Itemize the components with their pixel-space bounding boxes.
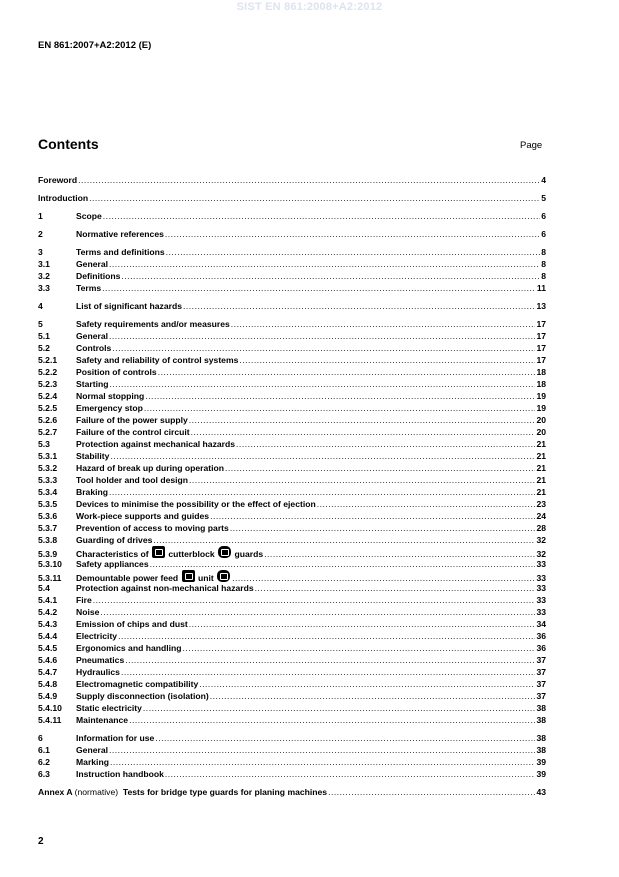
toc-number: 5.3.9 [38, 549, 58, 559]
toc-entry-5-3-11[interactable] [38, 570, 546, 582]
toc-number: 5.2.6 [38, 415, 58, 425]
toc-page: 21 [536, 475, 546, 485]
amendment-start-icon [182, 570, 195, 582]
toc-entry-annex-a[interactable] [38, 786, 546, 798]
toc-page: 11 [536, 283, 546, 293]
toc-number: 5.4.6 [38, 655, 58, 665]
toc-number: 5.4.9 [38, 691, 58, 701]
toc-entry-5-4-4[interactable] [38, 630, 546, 642]
toc-page: 4 [541, 175, 546, 185]
toc-page: 39 [536, 757, 546, 767]
toc-number: 1 [38, 211, 43, 221]
toc-page: 23 [536, 499, 546, 509]
toc-entry-5-4-3[interactable] [38, 618, 546, 630]
toc-title: Position of controls [76, 367, 157, 377]
toc-number: 5.3.4 [38, 487, 58, 497]
toc-entry-5-2-1[interactable] [38, 354, 546, 366]
toc-page: 36 [536, 643, 546, 653]
toc-entry-5-3-8[interactable] [38, 534, 546, 546]
toc-title: Introduction [38, 193, 89, 203]
toc-title: Normative references [76, 229, 164, 239]
toc-page: 8 [541, 259, 546, 269]
toc-page: 18 [536, 379, 546, 389]
toc-entry-2[interactable] [38, 228, 546, 240]
toc-number: 5.2.5 [38, 403, 58, 413]
toc-page: 43 [536, 787, 546, 797]
toc-title: Terms [76, 283, 102, 293]
toc-entry-5-2-6[interactable] [38, 414, 546, 426]
toc-title: Information for use [76, 733, 155, 743]
toc-number: 5.3.8 [38, 535, 58, 545]
toc-title: Scope [76, 211, 102, 221]
toc-page: 37 [536, 667, 546, 677]
table-of-contents [38, 174, 546, 798]
toc-entry-6[interactable] [38, 732, 546, 744]
toc-title: Hydraulics [76, 667, 120, 677]
toc-title: Emergency stop [76, 403, 143, 413]
toc-entry-5-2-7[interactable] [38, 426, 546, 438]
toc-entry-5-4-6[interactable] [38, 654, 546, 666]
toc-page: 8 [541, 271, 546, 281]
toc-title: Work-piece supports and guides [76, 511, 210, 521]
toc-title: Tool holder and tool design [76, 475, 189, 485]
toc-entry-5-3-1[interactable] [38, 450, 546, 462]
amendment-end-icon [218, 546, 231, 558]
toc-number: 5.4.5 [38, 643, 58, 653]
toc-number: 5.4.2 [38, 607, 58, 617]
toc-entry-5-3-4[interactable] [38, 486, 546, 498]
toc-number: 5.3 [38, 439, 50, 449]
toc-title: Static electricity [76, 703, 142, 713]
toc-title: Maintenance [76, 715, 129, 725]
toc-page: 33 [536, 607, 546, 617]
toc-title: Foreword [38, 175, 78, 185]
toc-entry-4[interactable] [38, 300, 546, 312]
toc-entry-5-3-9[interactable] [38, 546, 546, 558]
toc-page: 5 [541, 193, 546, 203]
toc-title: Safety appliances [76, 559, 149, 569]
toc-number: 5.2.1 [38, 355, 58, 365]
toc-number: 2 [38, 229, 43, 239]
toc-number: 5.4.4 [38, 631, 58, 641]
toc-number: 5.3.2 [38, 463, 58, 473]
toc-number: 5.3.1 [38, 451, 58, 461]
toc-page: 19 [536, 403, 546, 413]
toc-number: 5.2.7 [38, 427, 58, 437]
toc-entry-3-2[interactable] [38, 270, 546, 282]
toc-entry-5-2-2[interactable] [38, 366, 546, 378]
toc-number: 5.4.3 [38, 619, 58, 629]
toc-number: 6.2 [38, 757, 50, 767]
toc-number: 5.4.10 [38, 703, 62, 713]
toc-number: 5.4 [38, 583, 50, 593]
toc-page: 21 [536, 451, 546, 461]
toc-number: 5.2.4 [38, 391, 58, 401]
toc-page: 33 [536, 573, 546, 583]
toc-entry-3-3[interactable] [38, 282, 546, 294]
toc-page: 8 [541, 247, 546, 257]
toc-number: 3.1 [38, 259, 50, 269]
toc-number: 5.4.8 [38, 679, 58, 689]
toc-entry-5-2-3[interactable] [38, 378, 546, 390]
toc-title: Definitions [76, 271, 121, 281]
toc-page: 38 [536, 715, 546, 725]
toc-entry-introduction[interactable] [38, 192, 546, 204]
toc-number: 5.2.3 [38, 379, 58, 389]
toc-entry-5-4-8[interactable] [38, 678, 546, 690]
toc-page: 38 [536, 703, 546, 713]
toc-number: 5.4.7 [38, 667, 58, 677]
toc-number: 3.2 [38, 271, 50, 281]
toc-page: 21 [536, 463, 546, 473]
toc-page: 32 [536, 535, 546, 545]
toc-number: 6 [38, 733, 43, 743]
toc-number: 5.4.11 [38, 715, 62, 725]
toc-title: Demountable power feed unit [76, 570, 231, 584]
toc-page: 18 [536, 367, 546, 377]
toc-title: Noise [76, 607, 100, 617]
toc-entry-5-1[interactable] [38, 330, 546, 342]
toc-entry-5-4-7[interactable] [38, 666, 546, 678]
toc-entry-5-3[interactable] [38, 438, 546, 450]
toc-page: 37 [536, 691, 546, 701]
toc-entry-3[interactable] [38, 246, 546, 258]
amendment-end-icon [217, 570, 230, 582]
toc-entry-5-4-1[interactable] [38, 594, 546, 606]
toc-title: Pneumatics [76, 655, 125, 665]
toc-page: 17 [536, 343, 546, 353]
toc-page: 33 [536, 583, 546, 593]
document-id-header: EN 861:2007+A2:2012 (E) [38, 40, 152, 51]
toc-title: Electricity [76, 631, 118, 641]
toc-title: Ergonomics and handling [76, 643, 182, 653]
toc-entry-6-3[interactable] [38, 768, 546, 780]
toc-entry-5[interactable] [38, 318, 546, 330]
toc-page: 38 [536, 733, 546, 743]
toc-number: 5.2.2 [38, 367, 58, 377]
toc-title: General [76, 259, 109, 269]
toc-page: 37 [536, 655, 546, 665]
toc-number: 5.1 [38, 331, 50, 341]
toc-entry-5-3-3[interactable] [38, 474, 546, 486]
toc-entry-5-4-5[interactable] [38, 642, 546, 654]
toc-title: Characteristics of cutterblock guards [76, 546, 263, 560]
toc-entry-5-4-9[interactable] [38, 690, 546, 702]
toc-page: 28 [536, 523, 546, 533]
toc-page: 6 [541, 229, 546, 239]
contents-title: Contents [38, 136, 99, 152]
toc-title: Supply disconnection (isolation) [76, 691, 209, 701]
toc-page: 17 [536, 355, 546, 365]
page-column-label: Page [520, 140, 543, 151]
toc-title: Marking [76, 757, 109, 767]
toc-title: Prevention of access to moving parts [76, 523, 229, 533]
toc-entry-5-3-10[interactable] [38, 558, 546, 570]
toc-number: 5.3.10 [38, 559, 62, 569]
toc-number: 3.3 [38, 283, 50, 293]
toc-number: 6.1 [38, 745, 50, 755]
toc-entry-5-3-6[interactable] [38, 510, 546, 522]
toc-title: List of significant hazards [76, 301, 183, 311]
toc-number: 5.3.7 [38, 523, 58, 533]
toc-entry-5-4[interactable] [38, 582, 546, 594]
toc-title: Annex A (normative) Tests for bridge type guards for planing machines [38, 787, 328, 797]
toc-title: Protection against non-mechanical hazards [76, 583, 254, 593]
toc-title: Guarding of drives [76, 535, 153, 545]
toc-entry-5-2-4[interactable] [38, 390, 546, 402]
toc-number: 5.3.6 [38, 511, 58, 521]
toc-entry-5-3-2[interactable] [38, 462, 546, 474]
toc-title: Stability [76, 451, 110, 461]
toc-page: 6 [541, 211, 546, 221]
toc-title: Devices to minimise the possibility or the effect of ejection [76, 499, 316, 509]
toc-page: 36 [536, 631, 546, 641]
toc-entry-5-3-5[interactable] [38, 498, 546, 510]
toc-title: Failure of the power supply [76, 415, 188, 425]
toc-page: 21 [536, 487, 546, 497]
toc-title: Electromagnetic compatibility [76, 679, 199, 689]
toc-page: 13 [536, 301, 546, 311]
toc-number: 5.3.5 [38, 499, 58, 509]
toc-title: Braking [76, 487, 108, 497]
toc-title: Protection against mechanical hazards [76, 439, 236, 449]
toc-page: 38 [536, 745, 546, 755]
toc-page: 20 [536, 415, 546, 425]
toc-title: General [76, 331, 109, 341]
toc-entry-5-3-7[interactable] [38, 522, 546, 534]
page-number: 2 [38, 836, 44, 847]
toc-title: Safety requirements and/or measures [76, 319, 230, 329]
toc-page: 20 [536, 427, 546, 437]
toc-page: 39 [536, 769, 546, 779]
toc-page: 21 [536, 439, 546, 449]
toc-number: 4 [38, 301, 43, 311]
toc-page: 33 [536, 595, 546, 605]
toc-title: Fire [76, 595, 92, 605]
toc-entry-foreword[interactable] [38, 174, 546, 186]
toc-title: Terms and definitions [76, 247, 165, 257]
toc-number: 5 [38, 319, 43, 329]
toc-title: Instruction handbook [76, 769, 164, 779]
toc-number: 6.3 [38, 769, 50, 779]
toc-number: 5.3.3 [38, 475, 58, 485]
toc-title: Controls [76, 343, 112, 353]
toc-page: 19 [536, 391, 546, 401]
toc-entry-3-1[interactable] [38, 258, 546, 270]
toc-title: Emission of chips and dust [76, 619, 188, 629]
toc-entry-6-2[interactable] [38, 756, 546, 768]
toc-page: 32 [536, 549, 546, 559]
toc-entry-5-2[interactable] [38, 342, 546, 354]
toc-page: 17 [536, 319, 546, 329]
toc-title: Hazard of break up during operation [76, 463, 225, 473]
toc-page: 24 [536, 511, 546, 521]
toc-entry-5-4-11[interactable] [38, 714, 546, 726]
toc-number: 5.4.1 [38, 595, 58, 605]
amendment-start-icon [152, 546, 165, 558]
toc-title: General [76, 745, 109, 755]
toc-page: 37 [536, 679, 546, 689]
toc-number: 5.2 [38, 343, 50, 353]
toc-page: 33 [536, 559, 546, 569]
toc-number: 3 [38, 247, 43, 257]
toc-entry-5-4-10[interactable] [38, 702, 546, 714]
toc-title: Starting [76, 379, 109, 389]
toc-title: Safety and reliability of control systems [76, 355, 239, 365]
toc-title: Normal stopping [76, 391, 145, 401]
toc-entry-5-2-5[interactable] [38, 402, 546, 414]
toc-entry-5-4-2[interactable] [38, 606, 546, 618]
toc-title: Failure of the control circuit [76, 427, 190, 437]
toc-entry-6-1[interactable] [38, 744, 546, 756]
watermark: SIST EN 861:2008+A2:2012 [236, 1, 383, 13]
toc-entry-1[interactable] [38, 210, 546, 222]
toc-number: 5.3.11 [38, 573, 62, 583]
toc-page: 34 [536, 619, 546, 629]
toc-page: 17 [536, 331, 546, 341]
